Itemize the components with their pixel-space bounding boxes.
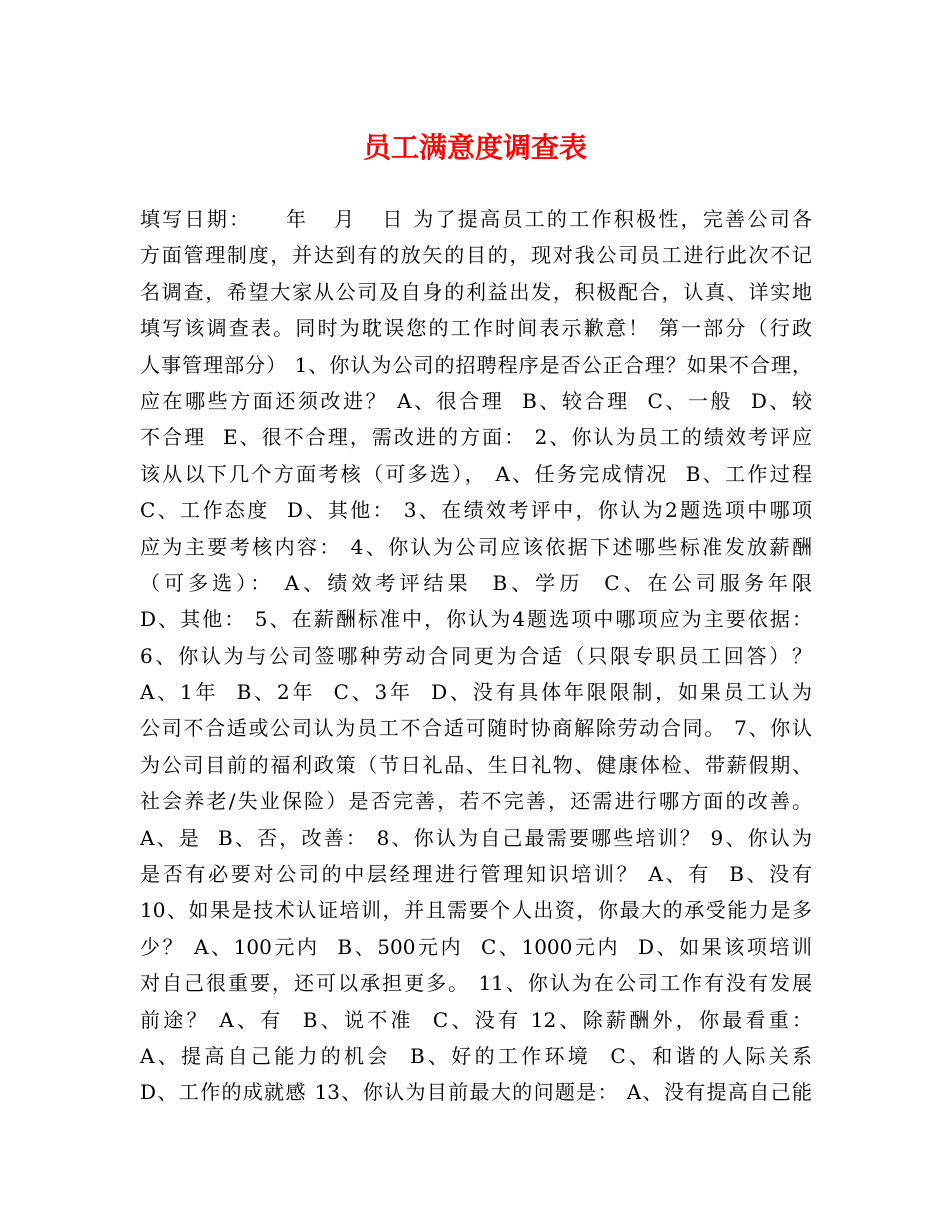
text-line: C、工作态度 D、其他： 3、在绩效考评中，你认为2题选项中哪项 xyxy=(140,498,812,523)
text-line: 名调查，希望大家从公司及自身的利益出发，积极配合，认真、详实地 xyxy=(140,279,812,304)
text-line: 少？ A、100元内 B、500元内 C、1000元内 D、如果该项培训 xyxy=(140,934,812,959)
text-line: 方面管理制度，并达到有的放矢的目的，现对我公司员工进行此次不记 xyxy=(140,243,812,268)
text-line: 6、你认为与公司签哪种劳动合同更为合适（只限专职员工回答）？ xyxy=(140,643,812,668)
text-line: 是否有必要对公司的中层经理进行管理知识培训？ A、有 B、没有 xyxy=(140,862,812,887)
text-line: A、1年 B、2年 C、3年 D、没有具体年限限制，如果员工认为 xyxy=(140,680,812,705)
text-line: 10、如果是技术认证培训，并且需要个人出资，你最大的承受能力是多 xyxy=(140,898,812,923)
text-line: 应为主要考核内容： 4、你认为公司应该依据下述哪些标准发放薪酬 xyxy=(140,534,812,559)
text-line: D、工作的成就感 13、你认为目前最大的问题是： A、没有提高自己能 xyxy=(140,1080,812,1105)
document-body xyxy=(140,201,812,1111)
text-line: 公司不合适或公司认为员工不合适可随时协商解除劳动合同。 7、你认 xyxy=(140,716,812,741)
text-line: 人事管理部分） 1、你认为公司的招聘程序是否公正合理？如果不合理， xyxy=(140,352,812,377)
text-line: A、是 B、否，改善： 8、你认为自己最需要哪些培训？ 9、你认为 xyxy=(140,825,812,850)
text-line: 社会养老/失业保险）是否完善，若不完善，还需进行哪方面的改善。 xyxy=(140,789,812,814)
text-line: 应在哪些方面还须改进？ A、很合理 B、较合理 C、一般 D、较 xyxy=(140,388,812,413)
text-line: 为公司目前的福利政策（节日礼品、生日礼物、健康体检、带薪假期、 xyxy=(140,752,812,777)
document-title: 员工满意度调查表 xyxy=(362,131,587,164)
text-line: 填写该调查表。同时为耽误您的工作时间表示歉意！ 第一部分（行政 xyxy=(140,316,812,341)
text-line: 对自己很重要，还可以承担更多。 11、你认为在公司工作有没有发展 xyxy=(140,971,812,996)
text-line: 该从以下几个方面考核（可多选）， A、任务完成情况 B、工作过程 xyxy=(140,461,812,486)
text-line: 填写日期： 年 月 日 为了提高员工的工作积极性，完善公司各 xyxy=(140,207,812,231)
text-line: A、提高自己能力的机会 B、好的工作环境 C、和谐的人际关系 xyxy=(140,1043,812,1068)
text-line: 前途？ A、有 B、说不准 C、没有 12、除薪酬外，你最看重： xyxy=(140,1007,812,1032)
text-line: D、其他： 5、在薪酬标准中，你认为4题选项中哪项应为主要依据： xyxy=(140,607,812,632)
text-line: （可多选）： A、绩效考评结果 B、学历 C、在公司服务年限 xyxy=(140,570,812,595)
text-line: 不合理 E、很不合理，需改进的方面： 2、你认为员工的绩效考评应 xyxy=(140,425,812,450)
